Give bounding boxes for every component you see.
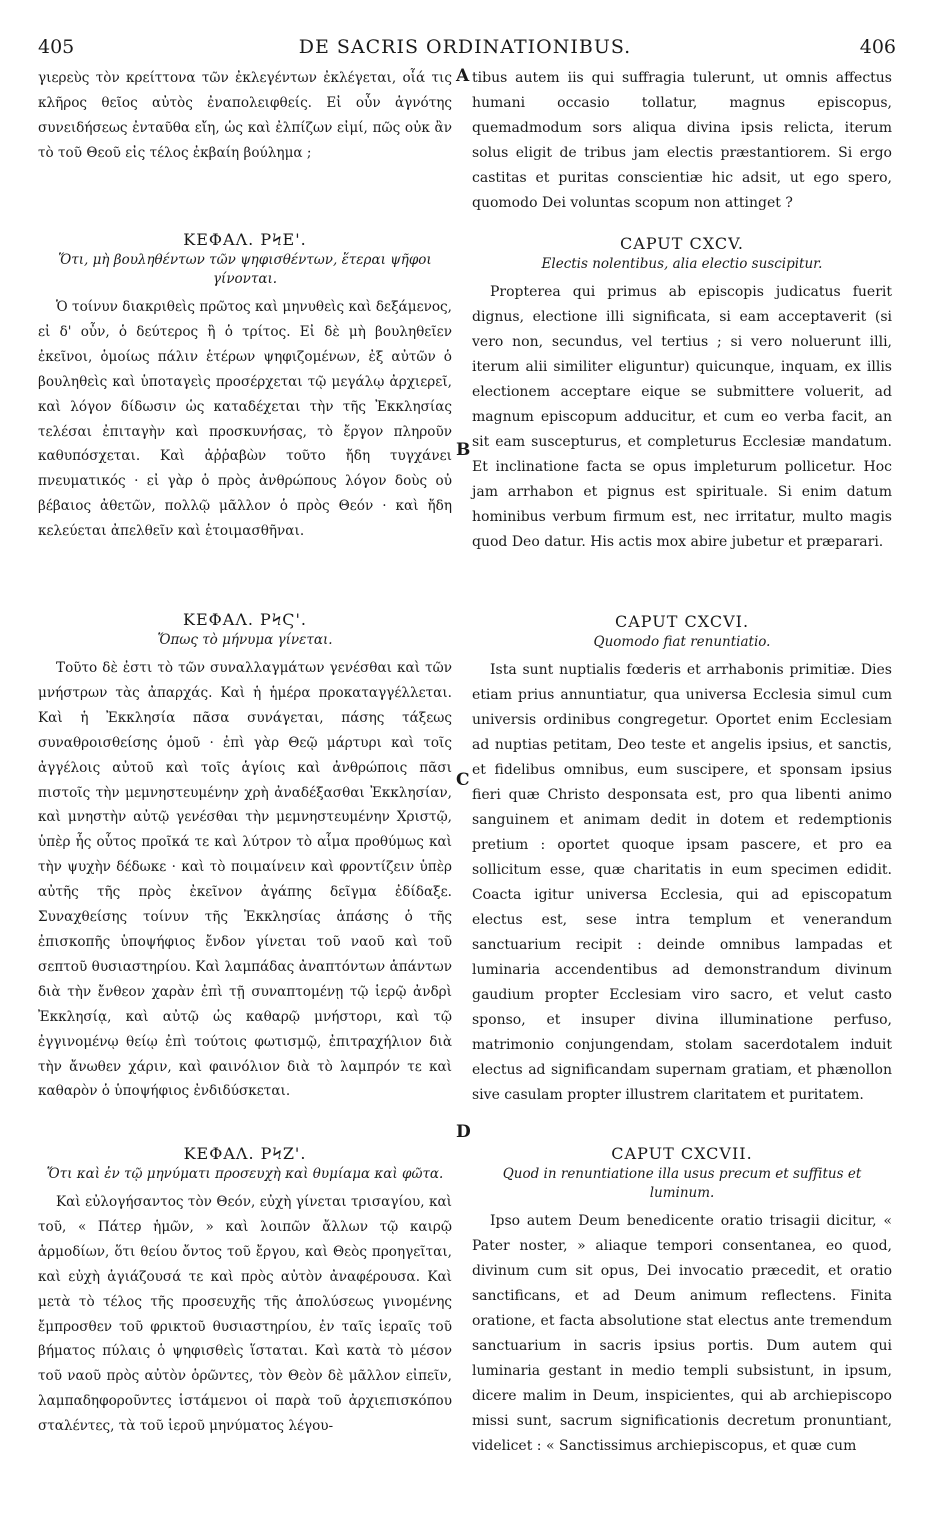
page-number-right: 406 (859, 36, 896, 58)
chapter-summary: Quod in renuntiatione illa usus precum et suffitus et luminum. (502, 1166, 862, 1201)
chapter-text: Ὁ τοίνυν διακριθεὶς πρῶτος καὶ μηνυθεὶς καὶ δεξάμενος, εἰ δ' οὖν, ὁ δεύτερος ἢ ὁ τρίτος. Εἰ δὲ μὴ βουληθεῖεν ἐκεῖνοι, ὁμοίως πάλιν ἑτέρων ψηφιζομένων, ἐξ αὐτῶν ὁ βουληθεὶς καὶ ὑποταγεὶς προσέρχεται τῷ μεγάλῳ ἀρχιερεῖ, καὶ λόγον δίδωσιν ὡς καταδέχεται τὴν τῆς Ἐκκλησίας τελέσαι ἐπιταγὴν καὶ προσκυνήσας, τὸ ἔργον πληροῦν καθυπόσχεται. Καὶ ἀῤῥαβὼν τοῦτο ἤδη τυγχάνει πνευματικός · εἰ γὰρ ὁ πρὸς ἀνθρώπους λόγον δοὺς οὐ βέβαιος ἀθετῶν, πολλῷ μᾶλλον ὁ πρὸς Θεόν · καὶ ἤδη κελεύεται ἀπελθεῖν καὶ ἑτοιμασθῆναι. (38, 299, 452, 540)
chapter-summary: Ὅπως τὸ μήνυμα γίνεται. (157, 632, 333, 648)
margin-marker-a: A (456, 66, 470, 86)
chapter-text: Καὶ εὐλογήσαντος τὸν Θεόν, εὐχὴ γίνεται τρισαγίου, καὶ τοῦ, « Πάτερ ἡμῶν, » καὶ λοιπῶν ἄλλων τῷ καιρῷ ἁρμοδίων, ὅτι θείου ὄντος τοῦ ἔργου, καὶ Θεὸς προηγεῖται, καὶ εὐχὴ ἁγιάζουσά τε καὶ πρὸς αὐτὸν ἀναφέρουσα. Καὶ μετὰ τὸ τέλος τῆς προσευχῆς τῆς ἀπολύσεως γινομένης ἔμπροσθεν τοῦ φρικτοῦ θυσιαστηρίου, ἐν ταῖς ἱεραῖς τοῦ βήματος πύλαις ὁ ψηφισθεὶς ἵσταται. Καὶ κατὰ τὸ μέσον τοῦ ναοῦ πρὸς αὐτὸν ὁρῶντες, τὸν Θεὸν δὲ μᾶλλον εἰπεῖν, λαμπαδηφοροῦντες ἱστάμενοι οἱ παρὰ τοῦ ἀρχιεπισκόπου σταλέντες, τὰ τοῦ ἱεροῦ μηνύματος λέγου- (38, 1194, 452, 1435)
running-title: DE SACRIS ORDINATIONIBUS. (298, 36, 632, 58)
page-header (0, 36, 930, 64)
chapter-heading: CAPUT CXCVI. (614, 612, 750, 631)
chapter-heading: ΚΕΦΑΛ. ΡϞΖ'. (183, 1144, 307, 1163)
chapter-summary: Quomodo fiat renuntiatio. (593, 634, 771, 650)
chapter-text: Ista sunt nuptialis fœderis et arrhabonis primitiæ. Dies etiam prius annuntiatur, qua universa Ecclesia simul cum universis ordinibus congregetur. Oportet enim Ecclesiam ad nuptias petitam, Deo teste et angelis ipsius, et sanctis, et fidelibus omnibus, eum suscipere, et sponsam ipsius fieri quæ Christo desponsata est, pro qua libenti animo sanguinem et animam dedit in dotem et redemptionis pretium : oportet quoque ipsam pascere, et pro ea sollicitum esse, quæ charitatis in eum specimen edidit. Coacta igitur universa Ecclesia, qui ad episcopatum electus est, sese intra templum et venerandum sanctuarium recipit : deinde omnibus lampadas et luminaria accendentibus ad demonstrandum divinum gaudium propter Ecclesiam viro sacro, et velut casto sponso, et insuper divina illuminatione perfuso, matrimonio conjungendam, stolam sacerdotalem induit electus ad significandam supernam gratiam, et phænollon sive casulam propter illustrem claritatem et puritatem. (472, 662, 892, 1103)
margin-marker-c: C (456, 770, 470, 790)
greek-opening (38, 66, 452, 166)
chapter-summary: Ὅτι καὶ ἐν τῷ μηνύματι προσευχὴ καὶ θυμίαμα καὶ φῶτα. (46, 1166, 444, 1182)
latin-column (472, 66, 892, 1520)
latin-chapter-196 (472, 612, 892, 1108)
latin-chapter-197 (472, 1144, 892, 1459)
chapter-text: Ipso autem Deum benedicente oratio trisagii dicitur, « Pater noster, » aliaque tempori consentanea, eo quod, divinum cum sit opus, Dei invocatio præcedit, et oratio sanctificans, et ad Deum animum reflectens. Finita oratione, et facta absolutione stat electus ante tremendum sanctuarium in sacris ipsius portis. Dum autem qui luminaria gestant in medio templi subsistunt, in ipsum, dicere malim in Deum, inspicientes, qui ab archiepiscopo missi sunt, sacrum significationis decretum pronuntiant, videlicet : « Sanctissimus archiepiscopus, et quæ cum (472, 1213, 892, 1454)
chapter-heading: ΚΕΦΑΛ. ΡϞϚ'. (183, 610, 307, 629)
margin-marker-d: D (456, 1122, 471, 1142)
chapter-summary: Electis nolentibus, alia electio suscipitur. (541, 256, 823, 272)
latin-opening-text: tibus autem iis qui suffragia tulerunt, ut omnis affectus humani occasio tollatur, magnus episcopus, quemadmodum sors aliqua divina ipsis relicta, iterum solus eligit de tribus jam electis præstantiorem. Si ergo castitas et puritas conscientiæ hic adsit, ut ego spero, quomodo Dei voluntas scopum non attinget ? (472, 70, 892, 211)
chapter-heading: ΚΕΦΑΛ. ΡϞΕ'. (183, 230, 307, 249)
latin-opening (472, 66, 892, 216)
greek-column (38, 66, 452, 1520)
greek-opening-text: γιερεὺς τὸν κρείττονα τῶν ἐκλεγέντων ἐκλέγεται, οἷά τις κλῆρος θεῖος αὐτὸς ἐναπολειφθείς. Εἰ οὖν ἁγνότης συνειδήσεως ἐνταῦθα εἴη, ὡς καὶ ἐλπίζων εἰμί, πῶς οὐκ ἂν τὸ τοῦ Θεοῦ εἰς τέλος ἐκβαίη βούλημα ; (38, 70, 452, 161)
chapter-heading: CAPUT CXCVII. (611, 1144, 753, 1163)
chapter-text: Propterea qui primus ab episcopis judicatus fuerit dignus, electione illi significata, si eam acceptaverit (si vero non, secundus, vel tertius ; si vero noluerunt illi, iterum alii similiter eliguntur) quicunque, inquam, ex illis electionem acceptare eique se submittere voluerit, ad magnum episcopum adducitur, et cum eo verba facit, an sit eam suscepturus, et completurus Ecclesiæ mandatum. Et inclinatione facta se opus impleturum pollicetur. Hoc jam arrhabon et pignus est spirituale. Si enim datum hominibus verbum firmum est, nec irritatur, multo magis quod Deo datur. His actis mox abire jubetur et præparari. (472, 284, 892, 550)
greek-chapter-197 (38, 1144, 452, 1439)
margin-marker-b: B (456, 440, 471, 460)
greek-chapter-196 (38, 610, 452, 1104)
page-number-left: 405 (38, 36, 75, 58)
chapter-summary: Ὅτι, μὴ βουληθέντων τῶν ψηφισθέντων, ἕτεραι ψῆφοι γίνονται. (58, 252, 432, 287)
greek-chapter-195 (38, 230, 452, 544)
chapter-heading: CAPUT CXCV. (620, 234, 744, 253)
latin-chapter-195 (472, 234, 892, 555)
chapter-text: Τοῦτο δὲ ἐστι τὸ τῶν συναλλαγμάτων γενέσθαι καὶ τῶν μνήστρων τὰς ἀπαρχάς. Καὶ ἡ ἡμέρα προκαταγγέλλεται. Καὶ ἡ Ἐκκλησία πᾶσα συνάγεται, πάσης τάξεως συναθροισθείσης ὁμοῦ · ἐπὶ γὰρ Θεῷ μάρτυρι καὶ τοῖς ἀγγέλοις αὐτοῦ καὶ τοῖς ἁγίοις καὶ ἀνθρώποις πᾶσι πιστοῖς τὴν μεμνηστευμένην χρὴ ἀναδέξασθαι Ἐκκλησίαν, καὶ μνηστὴν αὐτῷ γενέσθαι τὴν μεμνηστευμένην Χριστῷ, ὑπὲρ ἧς οὗτος προῖκά τε καὶ λύτρον τὸ αἷμα προθύμως καὶ τὴν ψυχὴν δέδωκε · καὶ τὸ ποιμαίνειν καὶ φροντίζειν ὑπὲρ αὐτῆς τῆς πρὸς ἐκεῖνον ἀγάπης δεῖγμα ἐδίδαξε. Συναχθείσης τοίνυν τῆς Ἐκκλησίας ἁπάσης ὁ τῆς ἐπισκοπῆς ὑποψήφιος ἔνδον γίνεται τοῦ ναοῦ καὶ τοῦ σεπτοῦ θυσιαστηρίου. Καὶ λαμπάδας ἀναπτόντων ἁπάντων διὰ τὴν ἔνθεον χαρὰν ἐπὶ τῇ συναπτομένῃ τῷ ἱερῷ ἀνδρὶ Ἐκκλησίᾳ, καὶ αὐτῷ ὡς καθαρῷ μνήστορι, καὶ τῷ ἐγγινομένῳ θείῳ ἐπὶ τούτοις φωτισμῷ, ἐπιτραχήλιον διὰ τὴν ἄνωθεν χάριν, καὶ φαινόλιον διὰ τὸ λαμπρόν τε καὶ καθαρὸν ὁ ὑποψήφιος ἐνδιδύσκεται. (38, 660, 452, 1100)
